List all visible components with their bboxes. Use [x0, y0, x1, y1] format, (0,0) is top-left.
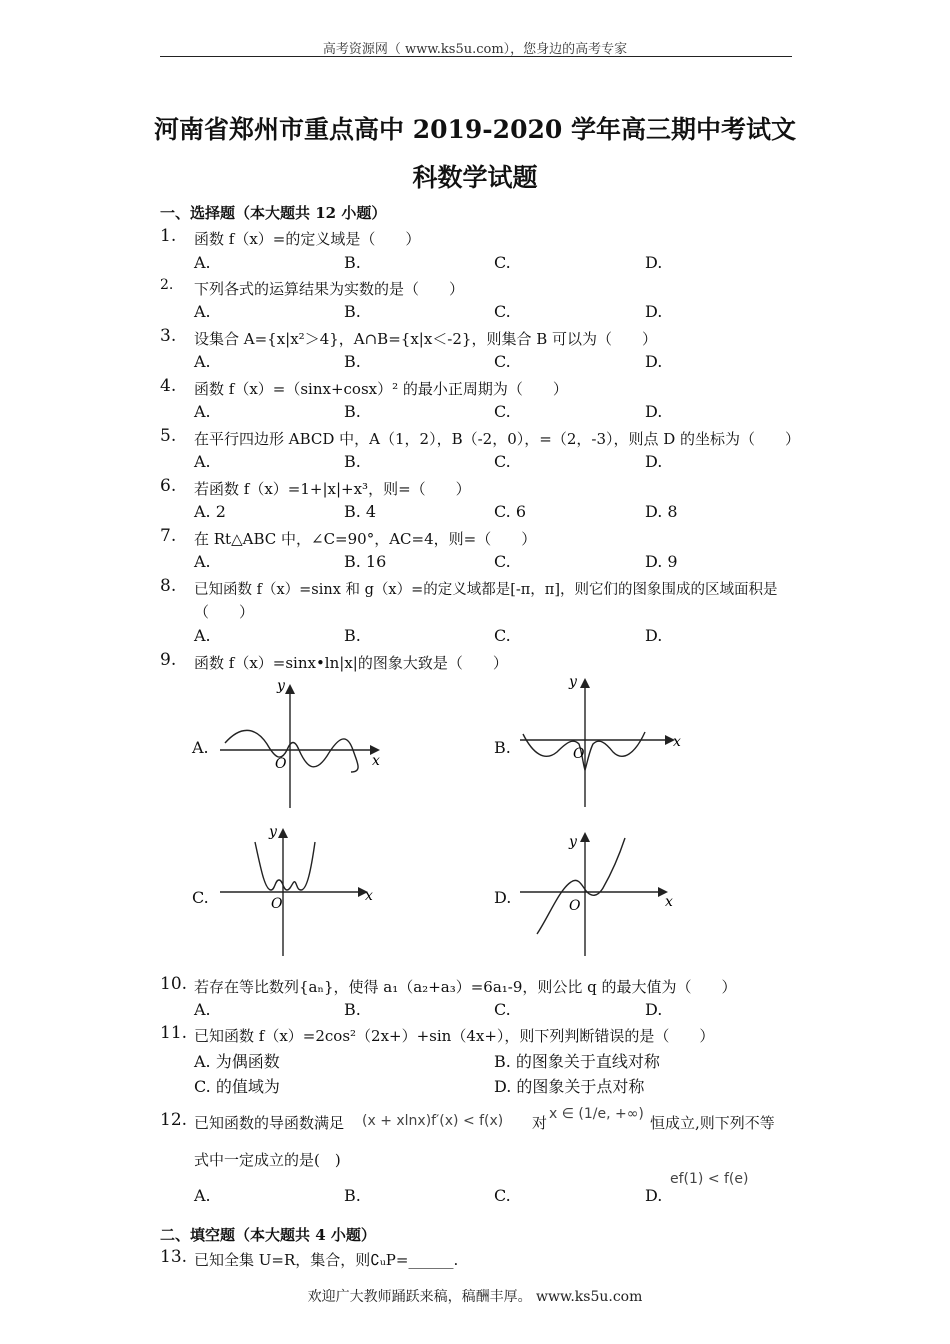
q12-text-c: 恒成立,则下列不等: [650, 1114, 775, 1132]
q9-option-d: D.: [494, 888, 512, 907]
q9-option-b: B.: [494, 738, 511, 757]
q12-option-c: C.: [494, 1186, 511, 1205]
q8-number: 8.: [160, 576, 177, 596]
q2-option-b: B.: [344, 302, 361, 321]
section-heading-1: 一、选择题（本大题共 12 小题）: [160, 204, 387, 222]
q9-graph-d: [515, 826, 690, 961]
header-rule: [160, 56, 792, 57]
q9-graph-a-y-label: y: [277, 678, 285, 694]
q9-graph-a-x-label: x: [372, 753, 380, 769]
q11-option-b: B. 的图象关于直线对称: [494, 1052, 660, 1071]
q3-option-d: D.: [645, 352, 663, 371]
q1-option-c: C.: [494, 253, 511, 272]
q1-option-a: A.: [194, 253, 211, 272]
q12-option-b: B.: [344, 1186, 361, 1205]
q9-graph-c-y-label: y: [269, 824, 277, 840]
q11-option-a: A. 为偶函数: [194, 1052, 280, 1071]
q2-option-a: A.: [194, 302, 211, 321]
page-footer: 欢迎广大教师踊跃来稿，稿酬丰厚。 www.ks5u.com: [307, 1289, 643, 1305]
q12-text-a: 已知函数的导函数满足: [194, 1114, 345, 1132]
q4-option-c: C.: [494, 402, 511, 421]
q10-number: 10.: [160, 974, 188, 994]
q10-option-b: B.: [344, 1000, 361, 1019]
section-heading-2: 二、填空题（本大题共 4 小题）: [160, 1226, 376, 1244]
q9-graph-b-y-label: y: [569, 674, 577, 690]
q5-option-b: B.: [344, 452, 361, 471]
q9-option-a: A.: [192, 738, 209, 757]
q9-graph-d-x-label: x: [665, 894, 673, 910]
q1-number: 1.: [160, 226, 177, 246]
q12-text-b: 对: [532, 1114, 548, 1132]
q6-text: 若函数 f（x）=1+|x|+x³，则=（ ）: [194, 480, 471, 498]
q13-number: 13.: [160, 1247, 188, 1267]
q1-option-b: B.: [344, 253, 361, 272]
q3-option-c: C.: [494, 352, 511, 371]
q12-option-d-math: ef(1) < f(e): [670, 1171, 749, 1187]
q5-option-d: D.: [645, 452, 663, 471]
q6-number: 6.: [160, 476, 177, 496]
q9-graph-a-origin-label: O: [275, 756, 287, 772]
q12-option-a: A.: [194, 1186, 211, 1205]
q12-option-d: D.: [645, 1186, 663, 1205]
q5-text: 在平行四边形 ABCD 中，A（1，2），B（-2，0），=（2，-3），则点 D 的坐标为（ ）: [194, 430, 801, 448]
page-header: 高考资源网（ www.ks5u.com），您身边的高考专家: [322, 42, 628, 57]
q2-option-c: C.: [494, 302, 511, 321]
q3-option-a: A.: [194, 352, 211, 371]
q8-option-c: C.: [494, 626, 511, 645]
q7-option-b: B. 16: [344, 552, 387, 571]
q5-number: 5.: [160, 426, 177, 446]
q7-option-d: D. 9: [645, 552, 678, 571]
q9-graph-c-x-label: x: [365, 888, 373, 904]
q3-option-b: B.: [344, 352, 361, 371]
q2-number: 2.: [160, 277, 174, 293]
q4-option-a: A.: [194, 402, 211, 421]
q1-option-d: D.: [645, 253, 663, 272]
q3-text: 设集合 A={x|x²＞4}，A∩B={x|x＜-2}，则集合 B 可以为（ ）: [194, 330, 658, 348]
q11-option-d: D. 的图象关于点对称: [494, 1077, 645, 1096]
q8-text: 已知函数 f（x）=sinx 和 g（x）=的定义域都是[-π，π]，则它们的图象围成的区域面积是: [194, 582, 778, 598]
q11-text: 已知函数 f（x）=2cos²（2x+）+sin（4x+），则下列判断错误的是（ ）: [194, 1027, 715, 1045]
q13-text: 已知全集 U=R，集合，则∁ᵤP=______.: [194, 1251, 459, 1269]
q9-number: 9.: [160, 650, 177, 670]
q9-graph-d-y-label: y: [569, 834, 577, 850]
q4-option-d: D.: [645, 402, 663, 421]
q9-graph-d-origin-label: O: [569, 898, 581, 914]
q4-number: 4.: [160, 376, 177, 396]
q9-graph-c-origin-label: O: [271, 896, 283, 912]
q6-option-a: A. 2: [194, 502, 226, 521]
q7-number: 7.: [160, 526, 177, 546]
q7-text: 在 Rt△ABC 中，∠C=90°，AC=4，则=（ ）: [194, 530, 537, 548]
q12-math-inequality: (x + xlnx)f′(x) < f(x): [362, 1113, 504, 1129]
q9-graph-b-x-label: x: [673, 734, 681, 750]
q10-text: 若存在等比数列{aₙ}，使得 a₁（a₂+a₃）=6a₁-9，则公比 q 的最大值为（ ）: [194, 978, 737, 996]
q9-option-c: C.: [192, 888, 209, 907]
q4-text: 函数 f（x）=（sinx+cosx）² 的最小正周期为（ ）: [194, 380, 568, 398]
q12-text-continued: 式中一定成立的是( ): [194, 1151, 341, 1169]
q6-option-c: C. 6: [494, 502, 527, 521]
q8-text-continued: （ ）: [194, 603, 255, 621]
q9-text: 函数 f（x）=sinx•ln|x|的图象大致是（ ）: [194, 654, 508, 672]
q9-graph-c: [215, 820, 385, 960]
q12-number: 12.: [160, 1110, 188, 1130]
q3-number: 3.: [160, 326, 177, 346]
q1-text: 函数 f（x）=的定义域是（ ）: [194, 230, 421, 248]
q12-math-interval: x ∈ (1/e, +∞): [549, 1106, 644, 1122]
q9-graph-b: [515, 672, 690, 812]
q10-option-d: D.: [645, 1000, 663, 1019]
q6-option-d: D. 8: [645, 502, 678, 521]
q9-graph-a: [215, 678, 385, 813]
q8-option-b: B.: [344, 626, 361, 645]
q5-option-a: A.: [194, 452, 211, 471]
q2-option-d: D.: [645, 302, 663, 321]
q8-option-d: D.: [645, 626, 663, 645]
q4-option-b: B.: [344, 402, 361, 421]
title-line-2: 科数学试题: [412, 163, 538, 192]
q11-number: 11.: [160, 1023, 188, 1043]
title-line-1: 河南省郑州市重点高中 2019-2020 学年高三期中考试文: [154, 115, 796, 144]
q2-text: 下列各式的运算结果为实数的是（ ）: [194, 280, 465, 298]
q11-option-c: C. 的值域为: [194, 1077, 280, 1096]
q5-option-c: C.: [494, 452, 511, 471]
q6-option-b: B. 4: [344, 502, 377, 521]
q8-option-a: A.: [194, 626, 211, 645]
q10-option-a: A.: [194, 1000, 211, 1019]
q7-option-a: A.: [194, 552, 211, 571]
q7-option-c: C.: [494, 552, 511, 571]
q10-option-c: C.: [494, 1000, 511, 1019]
q9-graph-b-origin-label: O: [573, 746, 585, 762]
